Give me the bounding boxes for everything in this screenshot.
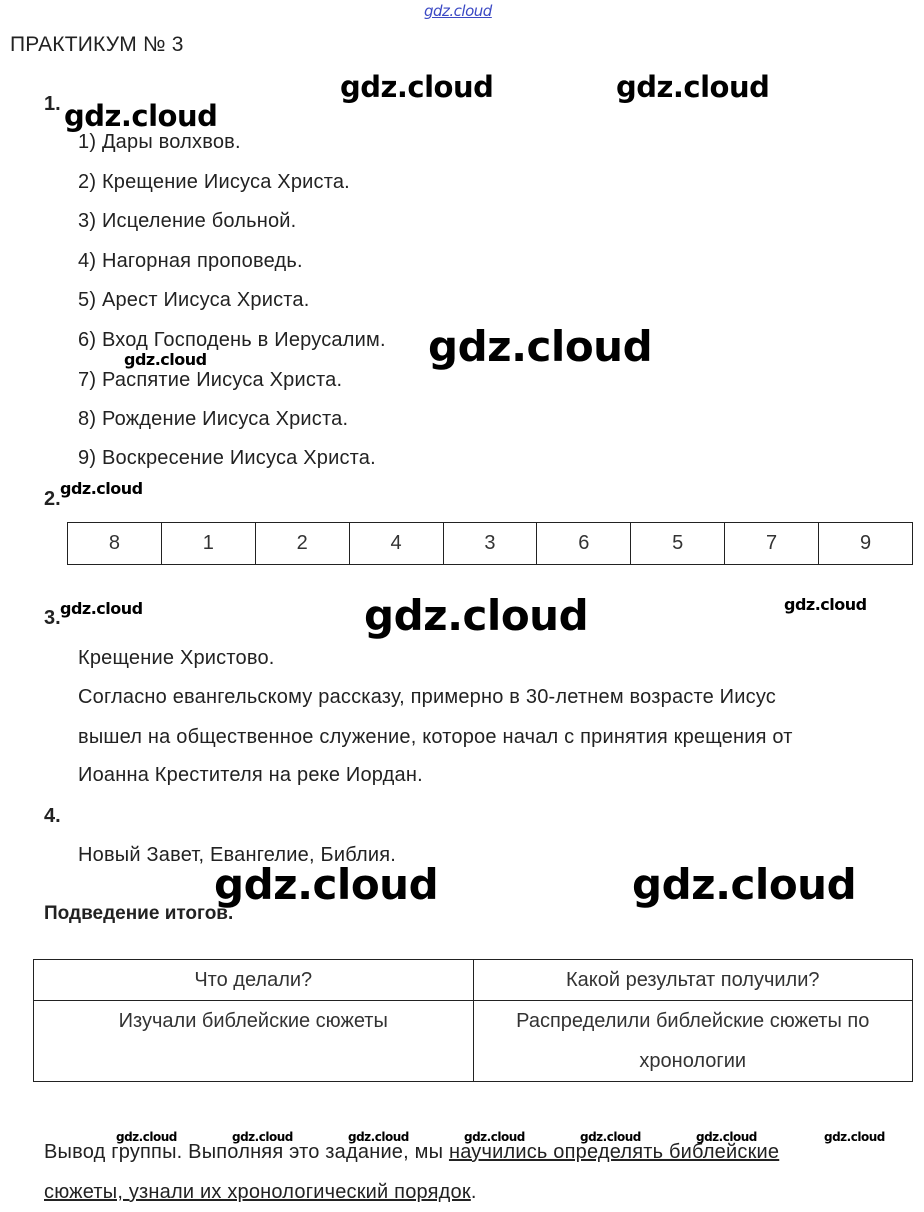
conclusion-underlined-2: сюжеты, узнали их хронологический порядок <box>44 1181 471 1203</box>
task-1-item: 5) Арест Иисуса Христа. <box>78 289 310 311</box>
watermark: gdz.cloud <box>64 99 218 133</box>
summary-table <box>33 959 913 1082</box>
task-3-line: вышел на общественное служение, которое начал с принятия крещения от <box>78 726 793 748</box>
summary-title: Подведение итогов. <box>44 903 234 924</box>
watermark: gdz.cloud <box>696 1130 757 1144</box>
table-row <box>34 1001 913 1082</box>
watermark: gdz.cloud <box>232 1130 293 1144</box>
task-1-item: 1) Дары волхвов. <box>78 131 241 153</box>
watermark: gdz.cloud <box>464 1130 525 1144</box>
task-3-line: Согласно евангельскому рассказу, примерно в 30-летнем возрасте Иисус <box>78 686 777 708</box>
summary-header-what: Что делали? <box>34 960 474 1001</box>
watermark: gdz.cloud <box>124 350 207 369</box>
watermark: gdz.cloud <box>632 860 857 909</box>
watermark: gdz.cloud <box>60 599 143 618</box>
sequence-table <box>67 522 913 565</box>
task-1-item: 6) Вход Господень в Иерусалим. <box>78 329 386 351</box>
sequence-cell: 8 <box>68 523 162 565</box>
task-1-item: 9) Воскресение Иисуса Христа. <box>78 447 376 469</box>
summary-value-result: Распределили библейские сюжеты по хронологии <box>473 1001 913 1082</box>
watermark: gdz.cloud <box>116 1130 177 1144</box>
sequence-cell: 9 <box>819 523 913 565</box>
table-row <box>34 960 913 1001</box>
conclusion-underlined-1: научились определять библейские <box>448 1141 780 1163</box>
summary-header-result: Какой результат получили? <box>473 960 913 1001</box>
task-1-item: 3) Исцеление больной. <box>78 210 297 232</box>
watermark: gdz.cloud <box>60 479 143 498</box>
watermark: gdz.cloud <box>616 70 770 104</box>
watermark: gdz.cloud <box>348 1130 409 1144</box>
watermark: gdz.cloud <box>214 860 439 909</box>
sequence-cell: 7 <box>725 523 819 565</box>
conclusion-suffix: . <box>470 1181 477 1203</box>
watermark: gdz.cloud <box>824 1130 885 1144</box>
task-3-heading: Крещение Христово. <box>78 647 275 669</box>
sequence-cell: 5 <box>631 523 725 565</box>
task-1-number: 1. <box>44 93 61 115</box>
task-4-answer: Новый Завет, Евангелие, Библия. <box>78 844 396 866</box>
watermark: gdz.cloud <box>580 1130 641 1144</box>
watermark: gdz.cloud <box>784 595 867 614</box>
watermark-top: gdz.cloud <box>424 2 492 20</box>
task-1-item: 2) Крещение Иисуса Христа. <box>78 171 350 193</box>
watermark: gdz.cloud <box>428 322 653 371</box>
sequence-cell: 3 <box>443 523 537 565</box>
task-1-item: 8) Рождение Иисуса Христа. <box>78 408 349 430</box>
sequence-cell: 1 <box>161 523 255 565</box>
task-1-item: 7) Распятие Иисуса Христа. <box>78 369 343 391</box>
conclusion-line-1 <box>44 1141 779 1164</box>
table-row <box>68 523 913 565</box>
watermark: gdz.cloud <box>364 591 589 640</box>
task-3-number: 3. <box>44 607 61 629</box>
task-2-number: 2. <box>44 488 61 510</box>
task-3-line: Иоанна Крестителя на реке Иордан. <box>78 764 423 786</box>
conclusion-line-2 <box>44 1181 477 1204</box>
conclusion-prefix: Вывод группы. Выполняя это задание, мы <box>44 1141 444 1163</box>
task-1-item: 4) Нагорная проповедь. <box>78 250 303 272</box>
summary-value-what: Изучали библейские сюжеты <box>34 1001 474 1082</box>
sequence-cell: 6 <box>537 523 631 565</box>
sequence-cell: 4 <box>349 523 443 565</box>
sequence-cell: 2 <box>255 523 349 565</box>
page-title: ПРАКТИКУМ № 3 <box>10 33 184 56</box>
task-4-number: 4. <box>44 805 61 827</box>
watermark: gdz.cloud <box>340 70 494 104</box>
